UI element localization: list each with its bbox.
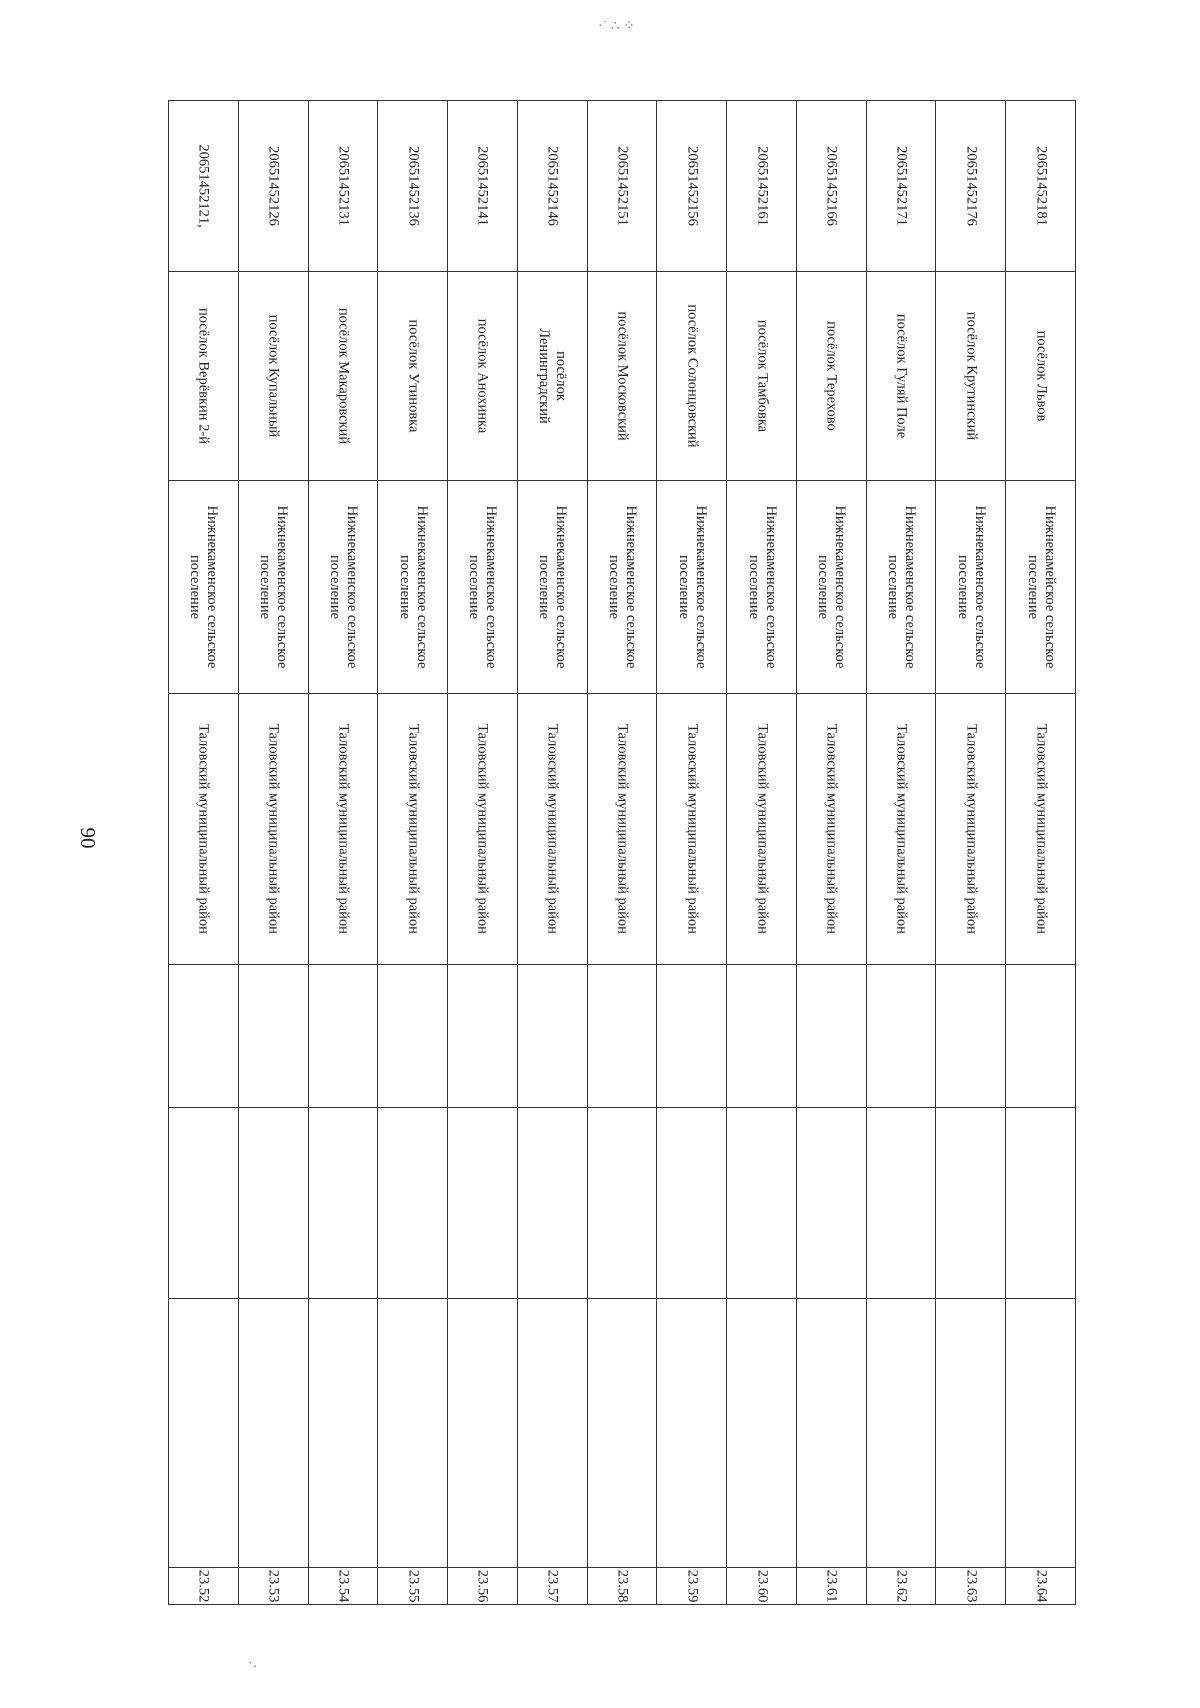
district-text: Таловский муниципальный район [823, 724, 840, 934]
code-text: 20651452146 [544, 146, 561, 226]
table-cell [727, 272, 797, 481]
settlement-text: Нижнекаменское сельское поселение [675, 505, 709, 669]
table-cell [587, 1568, 657, 1605]
table-cell [796, 1299, 866, 1568]
table-cell [448, 1568, 518, 1605]
table-cell [517, 481, 587, 694]
table-cell [238, 1299, 308, 1568]
table-cell [587, 481, 657, 694]
locality-text: посёлок Крутинский [963, 311, 980, 441]
table-cell [866, 272, 936, 481]
table-cell [448, 1108, 518, 1299]
table-cell [727, 101, 797, 272]
table-cell [866, 1108, 936, 1299]
num-text: 23.64 [1033, 1569, 1050, 1603]
num-text: 23.53 [265, 1569, 282, 1603]
table-cell [517, 1108, 587, 1299]
table-cell [587, 965, 657, 1108]
code-text: 20651452161 [754, 146, 770, 226]
locality-text: посёлок Купальный [265, 314, 282, 438]
num-text: 23.62 [893, 1569, 910, 1603]
settlement-text: Нижнекаменское сельское поселение [187, 505, 221, 669]
table-cell [1006, 101, 1076, 272]
table-cell [657, 272, 727, 481]
table-cell [448, 1299, 518, 1568]
table-cell [587, 272, 657, 481]
num-text: 23.57 [544, 1569, 561, 1603]
settlement-text: Нижнекаменское сельское поселение [885, 505, 919, 669]
table-cell [727, 1108, 797, 1299]
table-cell [727, 1568, 797, 1605]
district-text: Таловский муниципальный район [195, 724, 212, 934]
table-cell [1006, 272, 1076, 481]
settlement-text: Нижнекамейское сельское поселение [1024, 505, 1058, 669]
table-cell [866, 1568, 936, 1605]
table-cell [517, 1299, 587, 1568]
table-cell [308, 694, 378, 965]
district-text: Таловский муниципальный район [963, 724, 980, 934]
code-text: 20651452126 [265, 146, 282, 226]
table-cell [448, 694, 518, 965]
table-cell [448, 965, 518, 1108]
table-cell [936, 1108, 1006, 1299]
table-cell [308, 1568, 378, 1605]
settlement-text: Нижнекаменское сельское поселение [396, 505, 430, 669]
table-cell [936, 694, 1006, 965]
table-cell [378, 1568, 448, 1605]
table-cell [796, 1568, 866, 1605]
table-cell [657, 101, 727, 272]
code-text: 20651452166 [823, 146, 840, 226]
code-text: 20651452131 [335, 146, 352, 226]
table-cell [517, 694, 587, 965]
district-text: Таловский муниципальный район [405, 724, 422, 934]
settlement-text: Нижнекаменское сельское поселение [605, 505, 639, 669]
table-cell [169, 272, 239, 481]
locality-text: посёлок Макаровский [335, 307, 352, 445]
table-cell [378, 1108, 448, 1299]
table-cell [1006, 965, 1076, 1108]
table-band-empty1 [169, 965, 1076, 1108]
table-cell [517, 272, 587, 481]
table-cell [657, 1108, 727, 1299]
table-cell [587, 101, 657, 272]
table-cell [308, 1299, 378, 1568]
table-cell [587, 694, 657, 965]
table-band-district [169, 694, 1076, 965]
settlement-text: Нижнекаменское сельское поселение [257, 505, 291, 669]
table-cell [657, 1568, 727, 1605]
table-cell [238, 1108, 308, 1299]
table-cell [308, 272, 378, 481]
table-cell [308, 965, 378, 1108]
table-cell [517, 1568, 587, 1605]
num-text: 23.61 [823, 1569, 840, 1603]
table-cell [378, 1299, 448, 1568]
num-text: 23.59 [684, 1569, 701, 1603]
table-cell [169, 1568, 239, 1605]
table-cell [796, 272, 866, 481]
table-cell [238, 272, 308, 481]
table-cell [378, 481, 448, 694]
district-text: Таловский муниципальный район [1033, 724, 1050, 934]
table-cell [727, 1299, 797, 1568]
table-cell [796, 101, 866, 272]
num-text: 23.60 [754, 1569, 770, 1603]
table-cell [308, 101, 378, 272]
code-text: 20651452181 [1033, 146, 1050, 226]
table-cell [796, 694, 866, 965]
table-band-num [169, 1568, 1076, 1605]
code-text: 20651452136 [405, 146, 422, 226]
district-text: Таловский муниципальный район [614, 724, 631, 934]
table-cell [657, 694, 727, 965]
table-cell [866, 481, 936, 694]
code-text: 20651452141 [474, 146, 491, 226]
table-cell [308, 1108, 378, 1299]
scan-noise: ·˙ ∴ ⁘ [598, 19, 635, 34]
settlement-text: Нижнекаменское сельское поселение [536, 505, 570, 669]
table-cell [796, 965, 866, 1108]
table-cell [448, 272, 518, 481]
table-cell [936, 272, 1006, 481]
locality-text: посёлок Солонцовский [684, 304, 701, 448]
table-cell [169, 965, 239, 1108]
table-cell [238, 965, 308, 1108]
table-band-empty3 [169, 1299, 1076, 1568]
locality-text: посёлок Анохинка [474, 318, 491, 434]
table-cell [308, 481, 378, 694]
district-text: Таловский муниципальный район [893, 724, 910, 934]
table-cell [238, 1568, 308, 1605]
table-band-settle [169, 481, 1076, 694]
table-cell [238, 101, 308, 272]
table-cell [169, 1108, 239, 1299]
settlement-text: Нижнекаменское сельское поселение [815, 505, 849, 669]
code-text: 20651452171 [893, 146, 910, 226]
num-text: 23.58 [614, 1569, 631, 1603]
table-cell [796, 481, 866, 694]
table-cell [378, 965, 448, 1108]
table-cell [448, 481, 518, 694]
table-cell [796, 1108, 866, 1299]
table-cell [866, 694, 936, 965]
locality-text: посёлок Терехово [823, 321, 840, 431]
table-cell [169, 1299, 239, 1568]
num-text: 23.63 [963, 1569, 980, 1603]
code-text: 20651452121, [195, 144, 212, 228]
code-text: 20651452176 [963, 146, 980, 226]
table-cell [936, 101, 1006, 272]
table-cell [1006, 694, 1076, 965]
table-cell [169, 481, 239, 694]
code-text: 20651452156 [684, 146, 701, 226]
table-cell [936, 1299, 1006, 1568]
locality-text: посёлок Гуляй Поле [893, 313, 910, 439]
settlement-text: Нижнекаменское сельское поселение [466, 505, 500, 669]
table-band-locality [169, 272, 1076, 481]
table-cell [936, 1568, 1006, 1605]
table-cell [378, 101, 448, 272]
table-cell [517, 965, 587, 1108]
table-cell [727, 481, 797, 694]
locality-text: посёлок Львов [1033, 330, 1050, 422]
table-cell [448, 101, 518, 272]
table-cell [866, 101, 936, 272]
code-text: 20651452151 [614, 146, 631, 226]
table-cell [866, 965, 936, 1108]
table-cell [169, 694, 239, 965]
table-cell [238, 694, 308, 965]
table-cell [1006, 481, 1076, 694]
table-cell [1006, 1299, 1076, 1568]
district-text: Таловский муниципальный район [265, 724, 282, 934]
table-cell [169, 101, 239, 272]
district-text: Таловский муниципальный район [335, 724, 352, 934]
district-text: Таловский муниципальный район [544, 724, 561, 934]
table-cell [378, 694, 448, 965]
table-cell [587, 1299, 657, 1568]
num-text: 23.52 [195, 1569, 212, 1603]
scan-noise: ˙· [248, 1660, 258, 1675]
locality-text: посёлок Утиновка [405, 319, 422, 433]
settlement-text: Нижнекаменское сельское поселение [745, 505, 779, 669]
table-cell [587, 1108, 657, 1299]
table-cell [727, 694, 797, 965]
table-cell [727, 965, 797, 1108]
table-cell [517, 101, 587, 272]
num-text: 23.56 [474, 1569, 491, 1603]
table-cell [657, 1299, 727, 1568]
table-cell [657, 481, 727, 694]
page-number: 90 [76, 827, 100, 849]
table-cell [866, 1299, 936, 1568]
table-cell [378, 272, 448, 481]
locality-text: посёлок Верёвкин 2-й [195, 307, 212, 445]
locality-text: посёлок Тамбовка [754, 319, 770, 433]
table-band-empty2 [169, 1108, 1076, 1299]
district-text: Таловский муниципальный район [474, 724, 491, 934]
district-text: Таловский муниципальный район [684, 724, 701, 934]
district-text: Таловский муниципальный район [754, 724, 770, 934]
table-cell [936, 965, 1006, 1108]
settlement-text: Нижнекаменское сельское поселение [954, 505, 988, 669]
table-cell [1006, 1568, 1076, 1605]
table-cell [238, 481, 308, 694]
table-band-code [169, 101, 1076, 272]
num-text: 23.55 [405, 1569, 422, 1603]
settlements-table [168, 100, 1076, 1605]
locality-text: посёлок Ленинградский [536, 328, 570, 424]
locality-text: посёлок Московский [614, 311, 631, 441]
table-cell [1006, 1108, 1076, 1299]
table-cell [936, 481, 1006, 694]
settlement-text: Нижнекаменское сельское поселение [326, 505, 360, 669]
table-cell [657, 965, 727, 1108]
num-text: 23.54 [335, 1569, 352, 1603]
